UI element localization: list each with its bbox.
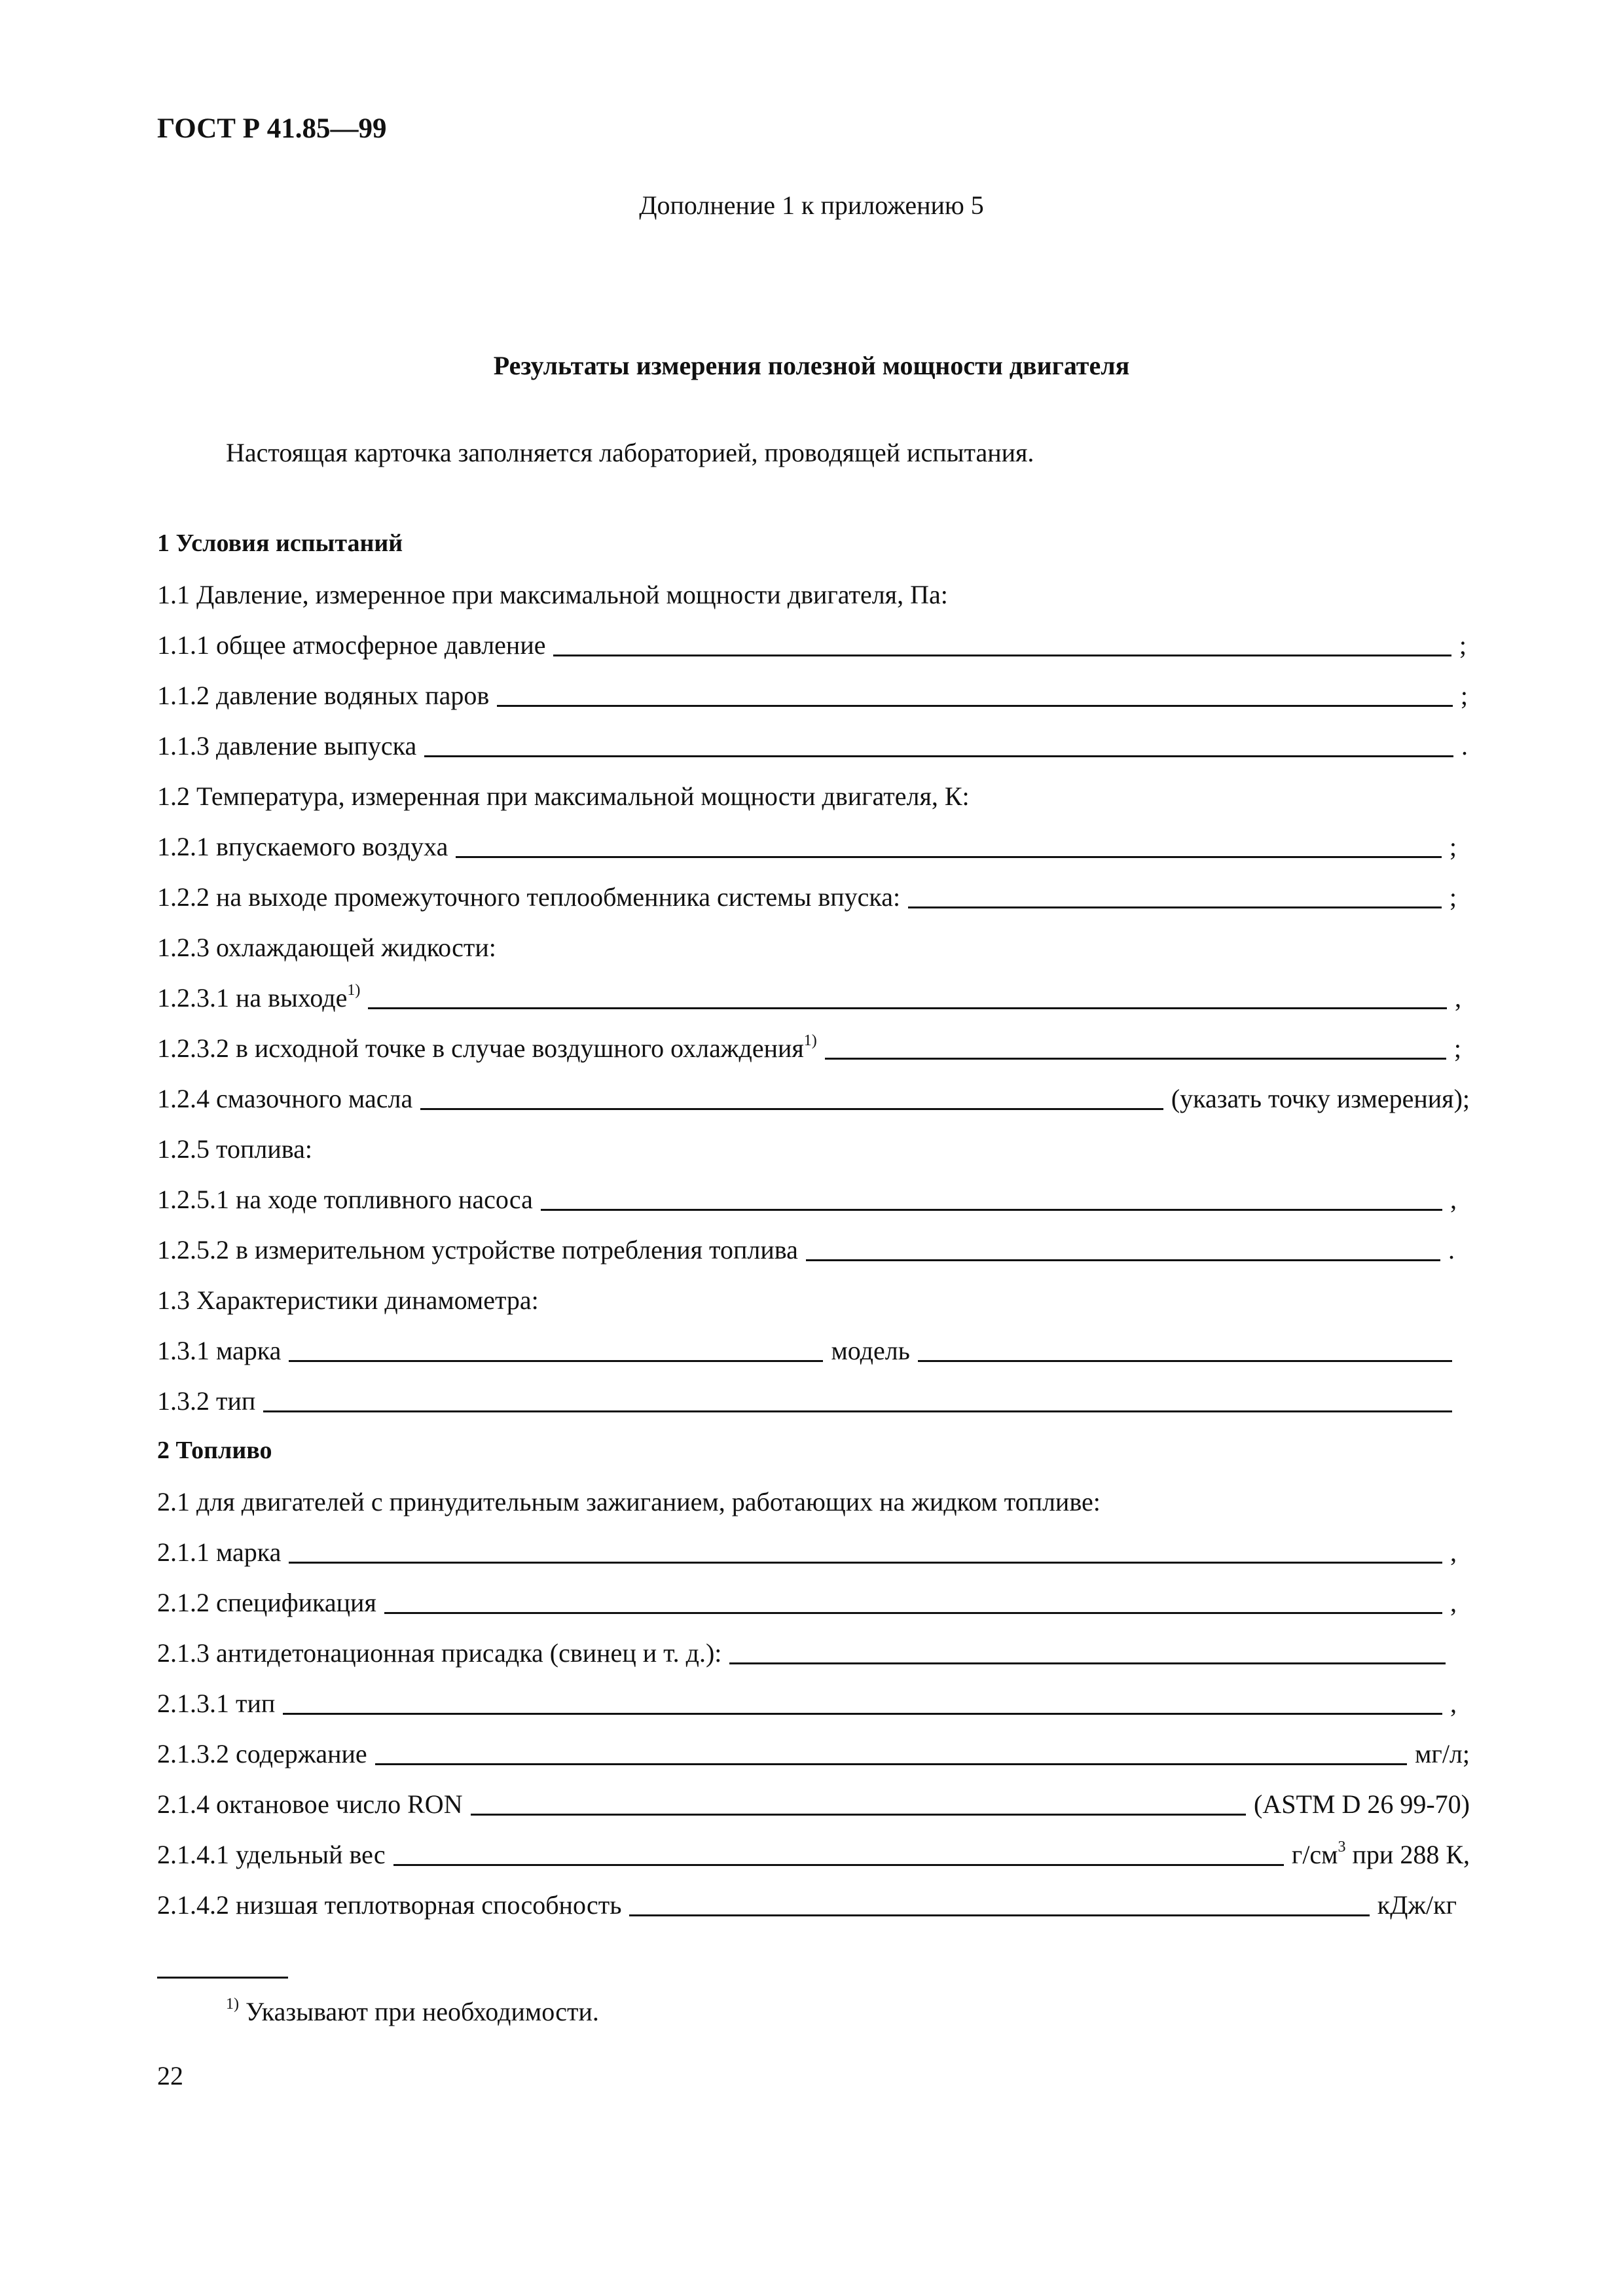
form-line: 2.1.1 марка , [157,1537,1457,1567]
blank-field[interactable] [420,1108,1163,1110]
section-heading-fuel: 2 Топливо [157,1437,272,1464]
blank-field[interactable] [729,1662,1446,1664]
form-line: 2.1.4 октановое число RON (ASTM D 26 99-70) [157,1789,1470,1819]
form-line: 1.3.2 тип [157,1386,1460,1425]
form-line: 1.2.5.1 на ходе топливного насоса , [157,1185,1457,1214]
blank-field[interactable] [384,1612,1442,1614]
form-line: 1.1 Давление, измеренное при максимальной мощности двигателя, Па: [157,580,948,609]
footnote: $^{1)}$ Указывают при необходимости. [226,1995,599,2026]
form-line: 1.2.2 на выходе промежуточного теплообменника системы впуска: ; [157,882,1457,912]
blank-field[interactable] [825,1058,1446,1060]
footnote-divider [157,1977,288,1979]
form-line: 2.1.3.1 тип , [157,1689,1457,1718]
blank-field[interactable] [283,1713,1442,1715]
form-line: 2.1.2 спецификация , [157,1588,1457,1617]
section-heading-conditions: 1 Условия испытаний [157,529,403,557]
blank-field[interactable] [289,1360,823,1362]
supplement-heading: Дополнение 1 к приложению 5 [639,190,984,220]
intro-paragraph: Настоящая карточка заполняется лабораторией, проводящей испытания. [226,438,1034,467]
form-line: 2.1.3.2 содержание мг/л; [157,1739,1470,1768]
blank-field[interactable] [541,1209,1442,1211]
form-line: 1.2 Температура, измеренная при максимальной мощности двигателя, К: [157,781,970,811]
form-line: 1.1.2 давление водяных паров ; [157,681,1468,710]
form-line: 1.2.1 впускаемого воздуха ; [157,832,1457,861]
document-code: ГОСТ Р 41.85—99 [157,113,387,144]
blank-field[interactable] [456,856,1442,858]
blank-field[interactable] [393,1864,1284,1866]
form-line: 1.2.4 смазочного масла (указать точку измерения); [157,1084,1470,1113]
blank-field[interactable] [289,1562,1442,1564]
form-line: 1.1.3 давление выпуска . [157,731,1468,761]
blank-field[interactable] [424,755,1453,757]
form-line: 1.2.3 охлаждающей жидкости: [157,933,496,962]
form-line: 2.1.4.2 низшая теплотворная способность кДж/кг [157,1890,1457,1920]
blank-field[interactable] [908,906,1442,908]
blank-field[interactable] [471,1814,1246,1816]
page-title: Результаты измерения полезной мощности двигателя [493,351,1130,380]
page-number: 22 [157,2061,183,2090]
form-line: 2.1.4.1 удельный вес $г/см^3$ при 288 К, [157,1838,1470,1869]
form-line: 2.1.3 антидетонационная присадка (свинец и т. д.): [157,1638,1453,1677]
blank-field[interactable] [806,1259,1440,1261]
blank-field[interactable] [375,1763,1407,1765]
form-line: 1.2.5 топлива: [157,1134,312,1164]
form-line: 1.2.3.1 на выходе$^{1)}$ , [157,981,1461,1013]
form-line: 1.3.1 марка модель [157,1335,1460,1374]
blank-field[interactable] [553,655,1451,656]
form-line: 1.3 Характеристики динамометра: [157,1285,539,1315]
blank-field[interactable] [263,1410,1452,1412]
blank-field[interactable] [368,1007,1447,1009]
blank-field[interactable] [629,1914,1369,1916]
form-line: 2.1 для двигателей с принудительным зажиганием, работающих на жидком топливе: [157,1487,1101,1516]
form-line: 1.2.5.2 в измерительном устройстве потребления топлива . [157,1235,1455,1265]
form-line: 1.2.3.2 в исходной точке в случае воздушного охлаждения$^{1)}$ ; [157,1031,1461,1063]
blank-field[interactable] [918,1360,1452,1362]
form-line: 1.1.1 общее атмосферное давление ; [157,630,1467,660]
blank-field[interactable] [497,705,1453,707]
